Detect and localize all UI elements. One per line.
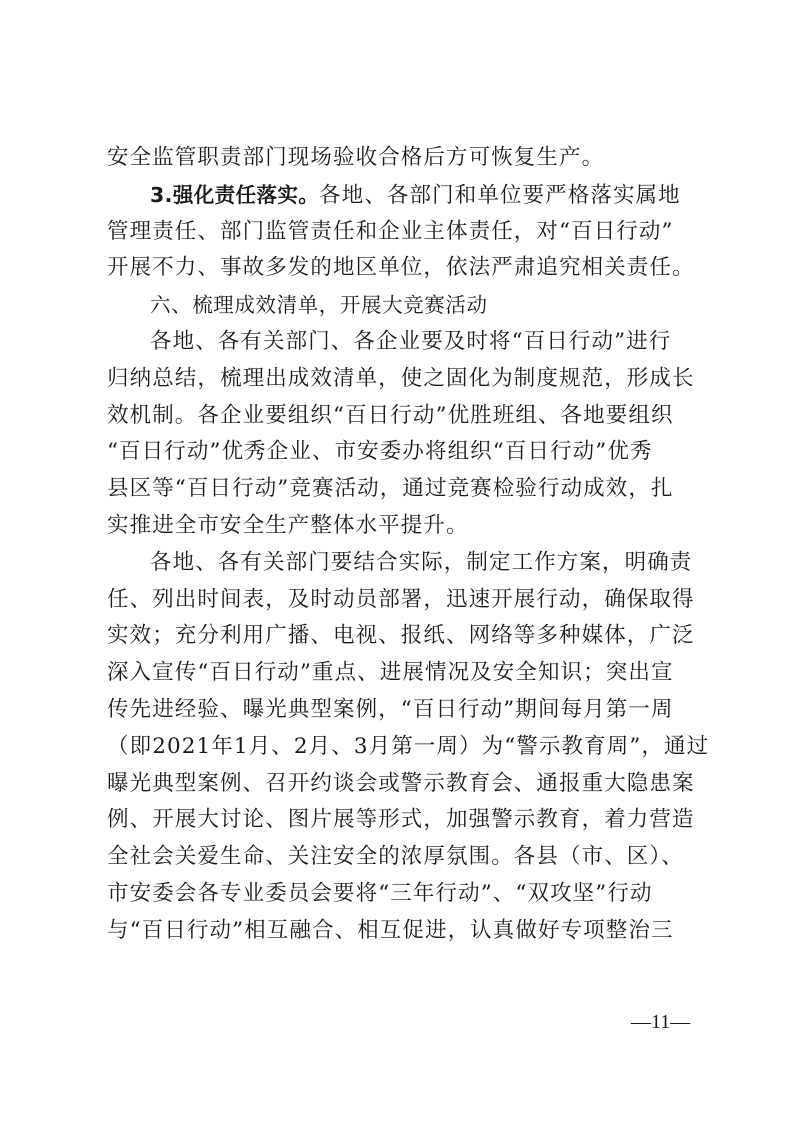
paragraph-line: 各地、各有关部门、各企业要及时将“百日行动”进行	[150, 328, 672, 354]
bold-lead-heading: 3.强化责任落实。	[150, 182, 320, 207]
paragraph-line: 实效；充分利用广播、电视、报纸、网络等多种媒体，广泛	[107, 623, 695, 649]
paragraph-line: 传先进经验、曝光典型案例，“百日行动”期间每月第一周	[107, 696, 674, 722]
paragraph-line: 全社会关爱生命、关注安全的浓厚氛围。各县（市、区）、	[107, 844, 684, 870]
paragraph-line: 曝光典型案例、召开约谈会或警示教育会、通报重大隐患案	[107, 770, 695, 796]
paragraph-line: 实推进全市安全生产整体水平提升。	[107, 512, 469, 538]
paragraph-line: （即2021年1月、2月、3月第一周）为“警示教育周”，通过	[107, 733, 710, 759]
paragraph-line: 各地、各有关部门要结合实际，制定工作方案，明确责	[150, 549, 693, 575]
section-heading-6: 六、梳理成效清单，开展大竞赛活动	[150, 293, 488, 318]
paragraph-line: 市安委会各专业委员会要将“三年行动”、“双攻坚”行动	[107, 880, 653, 906]
page-number: —11—	[631, 1011, 691, 1033]
paragraph-line	[107, 177, 697, 214]
body-text	[107, 140, 710, 950]
paragraph-line: 例、开展大讨论、图片展等形式，加强警示教育，着力营造	[107, 807, 695, 833]
paragraph-line: “百日行动”优秀企业、市安委办将组织“百日行动”优秀	[107, 439, 653, 465]
paragraph-line: 任、列出时间表，及时动员部署，迅速开展行动，确保取得	[107, 586, 695, 612]
paragraph-line: 县区等“百日行动”竞赛活动，通过竞赛检验行动成效，扎	[107, 476, 674, 502]
paragraph-line: 管理责任、部门监管责任和企业主体责任，对“百日行动”	[107, 218, 674, 244]
paragraph-line: 开展不力、事故多发的地区单位，依法严肃追究相关责任。	[107, 255, 695, 281]
paragraph-line: 与“百日行动”相互融合、相互促进，认真做好专项整治三	[107, 917, 674, 943]
paragraph-text: 各地、各部门和单位要严格落实属地	[319, 182, 681, 208]
paragraph-line: 归纳总结，梳理出成效清单，使之固化为制度规范，形成长	[107, 365, 695, 391]
paragraph-line: 深入宣传“百日行动”重点、进展情况及安全知识；突出宣	[107, 660, 674, 686]
paragraph-line: 安全监管职责部门现场验收合格后方可恢复生产。	[107, 145, 605, 170]
paragraph-line: 效机制。各企业要组织“百日行动”优胜班组、各地要组织	[107, 402, 674, 428]
